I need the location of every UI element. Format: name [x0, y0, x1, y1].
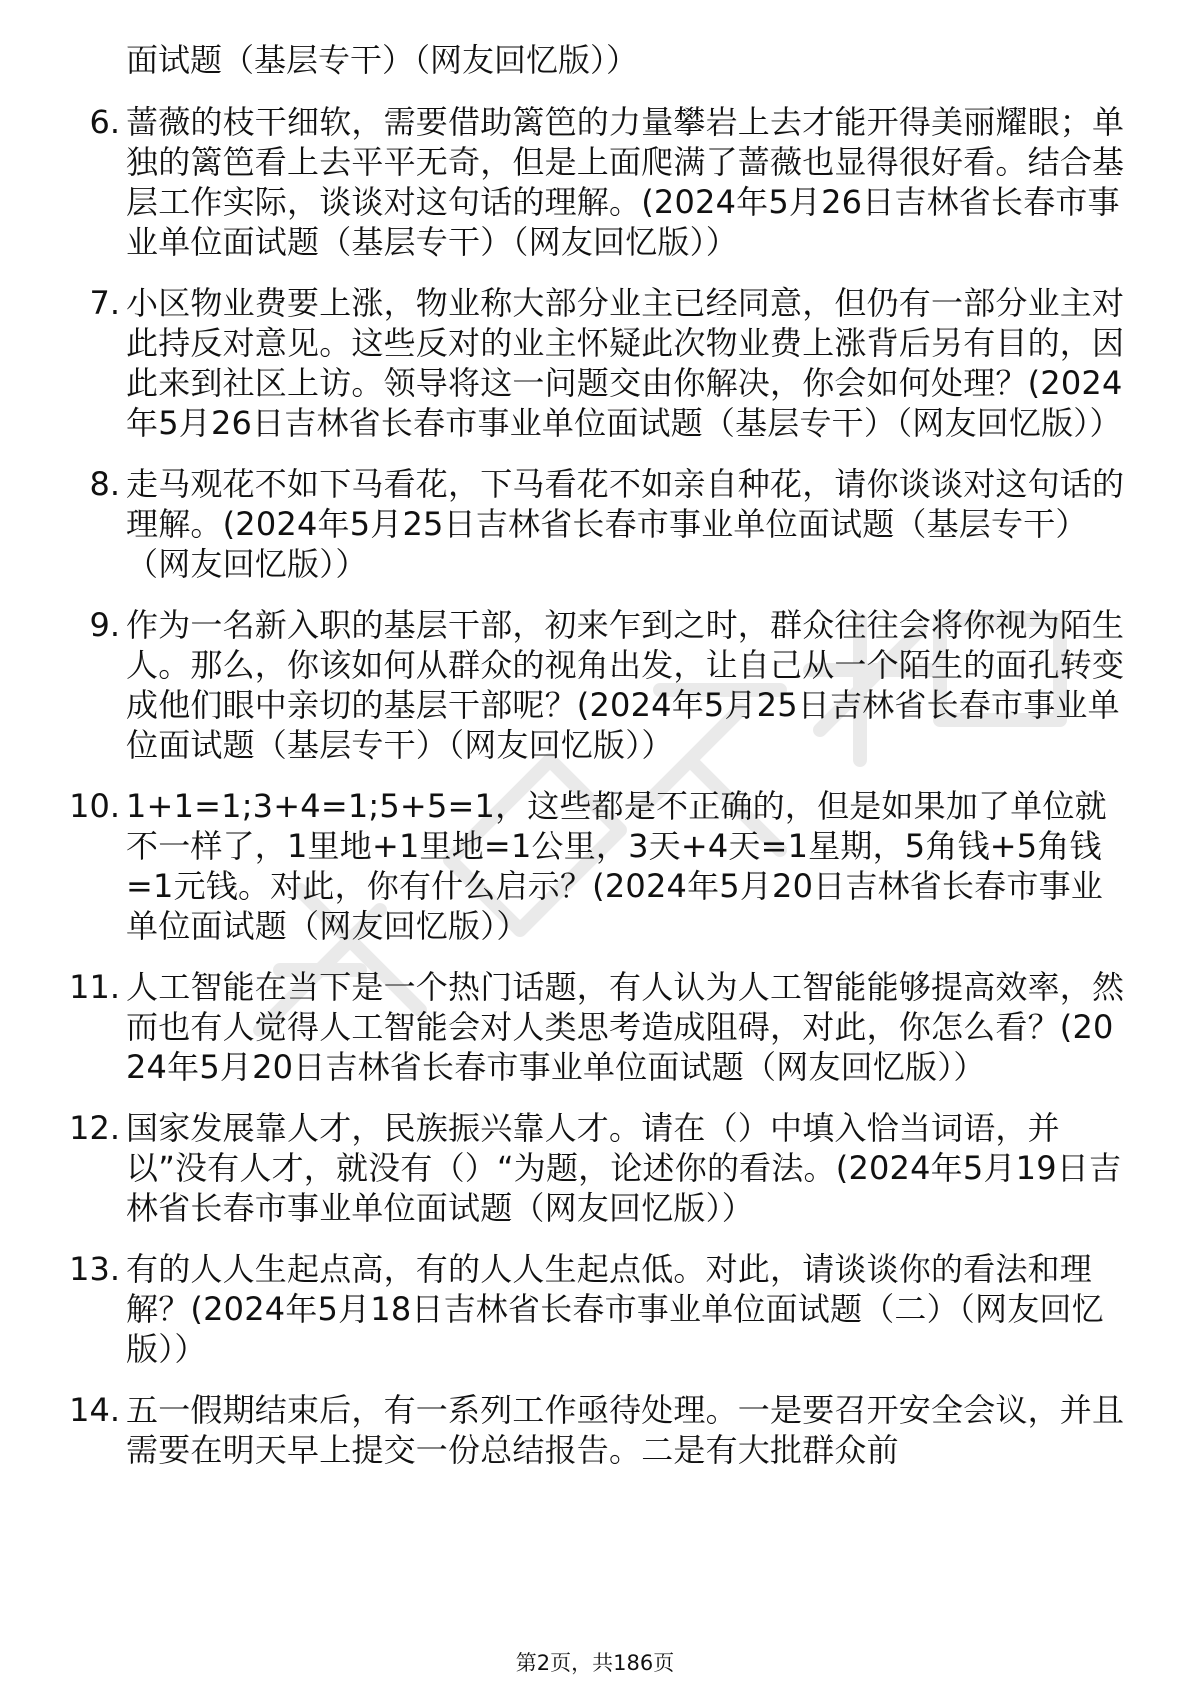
page-footer: 第2页，共186页	[515, 1651, 675, 1675]
continuation-line: 面试题（基层专干）（网友回忆版））	[126, 41, 639, 79]
question-number: 14.	[69, 1391, 120, 1429]
question-text: 小区物业费要上涨，物业称大部分业主已经同意，但仍有一部分业主对此持反对意见。这些反对的业主怀疑此次物业费上涨背后另有目的，因此来到社区上访。领导将这一问题交由你解决，你会如何处理？(2024年5月26日吉林省长春市事业单位面试题（基层专干）（网友回忆版））	[126, 284, 1125, 442]
question-item-10	[69, 786, 1126, 946]
question-number: 13.	[69, 1250, 120, 1288]
question-number: 6.	[89, 103, 120, 141]
question-number: 7.	[89, 284, 120, 322]
question-text: 走马观花不如下马看花，下马看花不如亲自种花，请你谈谈对这句话的理解。(2024年5月25日吉林省长春市事业单位面试题（基层专干）（网友回忆版））	[126, 465, 1125, 583]
question-number: 9.	[89, 606, 120, 644]
question-number: 11.	[69, 968, 120, 1006]
question-item-13	[69, 1249, 1126, 1369]
question-text: 蔷薇的枝干细软，需要借助篱笆的力量攀岩上去才能开得美丽耀眼；单独的篱笆看上去平平无奇，但是上面爬满了蔷薇也显得很好看。结合基层工作实际，谈谈对这句话的理解。(2024年5月26日吉林省长春市事业单位面试题（基层专干）（网友回忆版））	[126, 103, 1125, 261]
question-text: 五一假期结束后，有一系列工作亟待处理。一是要召开安全会议，并且需要在明天早上提交一份总结报告。二是有大批群众前	[126, 1391, 1125, 1469]
page-content	[0, 40, 1190, 1491]
question-text: 1+1=1;3+4=1;5+5=1，这些都是不正确的，但是如果加了单位就不一样了，1里地+1里地=1公里，3天+4天=1星期，5角钱+5角钱=1元钱。对此，你有什么启示？(2024年5月20日吉林省长春市事业单位面试题（网友回忆版））	[126, 787, 1107, 945]
question-item-11	[69, 967, 1126, 1087]
question-number: 10.	[69, 787, 120, 825]
question-item-12	[69, 1108, 1126, 1228]
question-item-7	[89, 283, 1126, 443]
question-item-9	[89, 605, 1126, 765]
question-text: 国家发展靠人才，民族振兴靠人才。请在（）中填入恰当词语，并以”没有人才，就没有（）“为题，论述你的看法。(2024年5月19日吉林省长春市事业单位面试题（网友回忆版））	[126, 1109, 1122, 1227]
question-item-14	[69, 1390, 1126, 1470]
question-item-6	[89, 102, 1126, 262]
question-number: 12.	[69, 1109, 120, 1147]
question-text: 有的人人生起点高，有的人人生起点低。对此，请谈谈你的看法和理解？(2024年5月18日吉林省长春市事业单位面试题（二）（网友回忆版））	[126, 1250, 1104, 1368]
question-text: 人工智能在当下是一个热门话题，有人认为人工智能能够提高效率，然而也有人觉得人工智能会对人类思考造成阻碍，对此，你怎么看？(2024年5月20日吉林省长春市事业单位面试题（网友回忆版））	[126, 968, 1125, 1086]
question-item-8	[89, 464, 1126, 584]
question-number: 8.	[89, 465, 120, 503]
question-text: 作为一名新入职的基层干部，初来乍到之时，群众往往会将你视为陌生人。那么，你该如何从群众的视角出发，让自己从一个陌生的面孔转变成他们眼中亲切的基层干部呢？(2024年5月25日吉林省长春市事业单位面试题（基层专干）（网友回忆版））	[126, 606, 1125, 764]
